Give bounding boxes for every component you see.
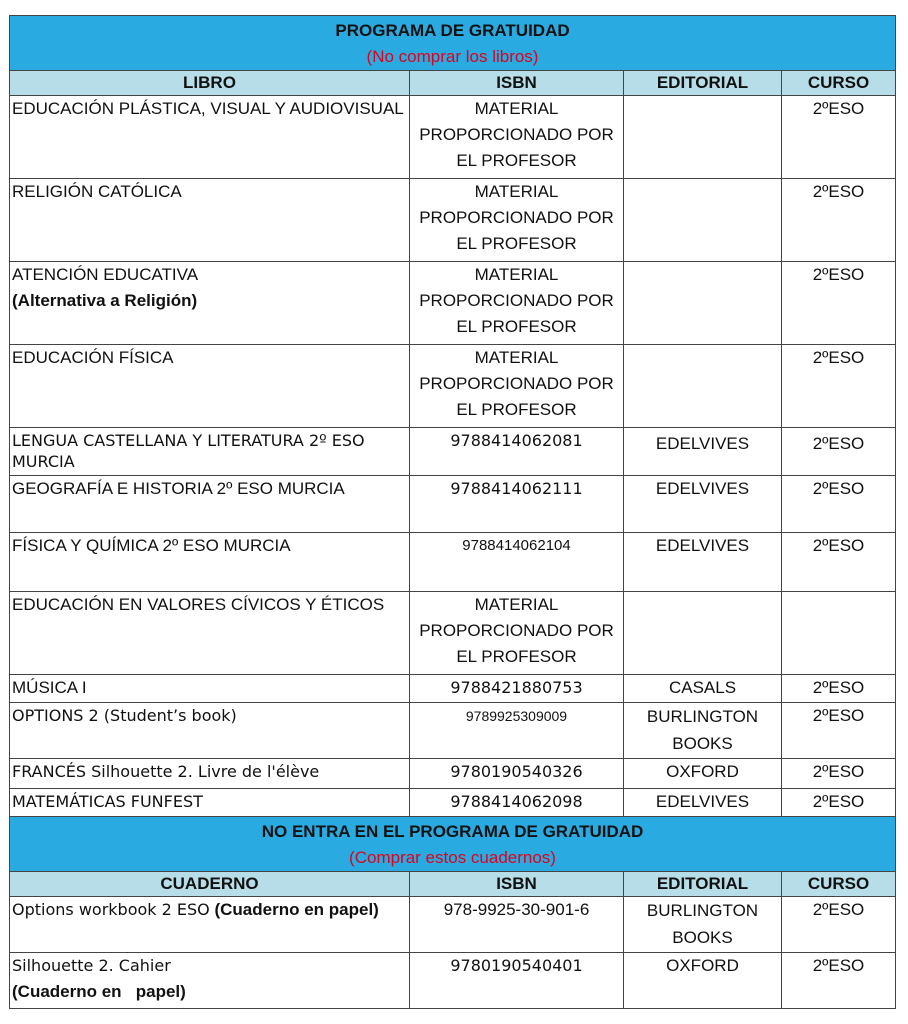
curso-cell: 2ºESO	[782, 96, 896, 179]
table-row	[10, 428, 896, 476]
isbn-cell: MATERIAL PROPORCIONADO POR EL PROFESOR	[410, 345, 624, 428]
book-list-table	[9, 15, 896, 1009]
book-title: MÚSICA I	[10, 675, 410, 703]
isbn-cell: MATERIAL PROPORCIONADO POR EL PROFESOR	[410, 262, 624, 345]
table-row	[10, 96, 896, 179]
isbn-cell: 9788414062081	[410, 428, 624, 476]
table-row	[10, 476, 896, 533]
isbn-cell: 9788414062111	[410, 476, 624, 533]
editorial-cell	[624, 262, 782, 345]
editorial-cell: OXFORD	[624, 953, 782, 1009]
column-header-editorial: EDITORIAL	[624, 71, 782, 96]
section-title: PROGRAMA DE GRATUIDAD	[335, 21, 570, 40]
table-row	[10, 703, 896, 759]
curso-cell: 2ºESO	[782, 345, 896, 428]
section-subtitle: (No comprar los libros)	[366, 47, 539, 66]
editorial-cell: EDELVIVES	[624, 533, 782, 592]
table-header-row	[10, 71, 896, 96]
curso-cell	[782, 592, 896, 675]
editorial-cell	[624, 345, 782, 428]
column-header-curso: CURSO	[782, 71, 896, 96]
column-header-curso: CURSO	[782, 872, 896, 897]
book-cell	[10, 953, 410, 1009]
curso-cell: 2ºESO	[782, 179, 896, 262]
book-title: ATENCIÓN EDUCATIVA	[12, 265, 199, 284]
column-header-isbn: ISBN	[410, 71, 624, 96]
editorial-cell	[624, 96, 782, 179]
book-title: EDUCACIÓN PLÁSTICA, VISUAL Y AUDIOVISUAL	[10, 96, 410, 179]
editorial-cell: CASALS	[624, 675, 782, 703]
isbn-cell: 9788414062098	[410, 789, 624, 817]
table-row	[10, 262, 896, 345]
book-title: RELIGIÓN CATÓLICA	[10, 179, 410, 262]
book-title: EDUCACIÓN FÍSICA	[10, 345, 410, 428]
section-title: NO ENTRA EN EL PROGRAMA DE GRATUIDAD	[261, 822, 644, 841]
editorial-cell: EDELVIVES	[624, 789, 782, 817]
book-note: (Cuaderno en papel)	[12, 982, 186, 1001]
table-row	[10, 345, 896, 428]
book-title: FRANCÉS Silhouette 2. Livre de l'élève	[10, 759, 410, 789]
curso-cell: 2ºESO	[782, 262, 896, 345]
editorial-cell: EDELVIVES	[624, 476, 782, 533]
curso-cell: 2ºESO	[782, 675, 896, 703]
section-subtitle: (Comprar estos cuadernos)	[349, 848, 556, 867]
editorial-cell: OXFORD	[624, 759, 782, 789]
curso-cell: 2ºESO	[782, 953, 896, 1009]
section-banner-gratuidad	[10, 16, 896, 71]
column-header-cuaderno: CUADERNO	[10, 872, 410, 897]
book-title: FÍSICA Y QUÍMICA 2º ESO MURCIA	[10, 533, 410, 592]
editorial-cell: EDELVIVES	[624, 428, 782, 476]
curso-cell: 2ºESO	[782, 789, 896, 817]
table-row	[10, 953, 896, 1009]
isbn-cell: MATERIAL PROPORCIONADO POR EL PROFESOR	[410, 96, 624, 179]
book-title: Silhouette 2. Cahier	[12, 956, 171, 975]
book-title: GEOGRAFÍA E HISTORIA 2º ESO MURCIA	[10, 476, 410, 533]
curso-cell: 2ºESO	[782, 703, 896, 759]
book-note: (Alternativa a Religión)	[12, 291, 198, 310]
table-row	[10, 592, 896, 675]
isbn-cell: 978-9925-30-901-6	[410, 897, 624, 953]
table-header-row	[10, 872, 896, 897]
table-row	[10, 675, 896, 703]
book-title: OPTIONS 2 (Student’s book)	[10, 703, 410, 759]
curso-cell: 2ºESO	[782, 897, 896, 953]
isbn-cell: 9788421880753	[410, 675, 624, 703]
isbn-cell: 9780190540401	[410, 953, 624, 1009]
column-header-libro: LIBRO	[10, 71, 410, 96]
column-header-isbn: ISBN	[410, 872, 624, 897]
book-cell	[10, 897, 410, 953]
editorial-cell	[624, 592, 782, 675]
table-row	[10, 789, 896, 817]
isbn-cell: MATERIAL PROPORCIONADO POR EL PROFESOR	[410, 592, 624, 675]
book-title: Options workbook 2 ESO	[12, 900, 210, 919]
curso-cell: 2ºESO	[782, 476, 896, 533]
section-banner-no-gratuidad	[10, 817, 896, 872]
table-row	[10, 897, 896, 953]
table-row	[10, 533, 896, 592]
curso-cell: 2ºESO	[782, 533, 896, 592]
curso-cell: 2ºESO	[782, 428, 896, 476]
isbn-cell: 9780190540326	[410, 759, 624, 789]
table-row	[10, 759, 896, 789]
isbn-cell: MATERIAL PROPORCIONADO POR EL PROFESOR	[410, 179, 624, 262]
editorial-cell	[624, 179, 782, 262]
editorial-cell: BURLINGTON BOOKS	[624, 897, 782, 953]
book-cell	[10, 262, 410, 345]
isbn-cell: 9788414062104	[410, 533, 624, 592]
isbn-cell: 9789925309009	[410, 703, 624, 759]
table-row	[10, 179, 896, 262]
book-title: MATEMÁTICAS FUNFEST	[10, 789, 410, 817]
book-note: (Cuaderno en papel)	[214, 900, 379, 919]
curso-cell: 2ºESO	[782, 759, 896, 789]
book-title: LENGUA CASTELLANA Y LITERATURA 2º ESO MURCIA	[10, 428, 410, 476]
editorial-cell: BURLINGTON BOOKS	[624, 703, 782, 759]
book-title: EDUCACIÓN EN VALORES CÍVICOS Y ÉTICOS	[10, 592, 410, 675]
column-header-editorial: EDITORIAL	[624, 872, 782, 897]
